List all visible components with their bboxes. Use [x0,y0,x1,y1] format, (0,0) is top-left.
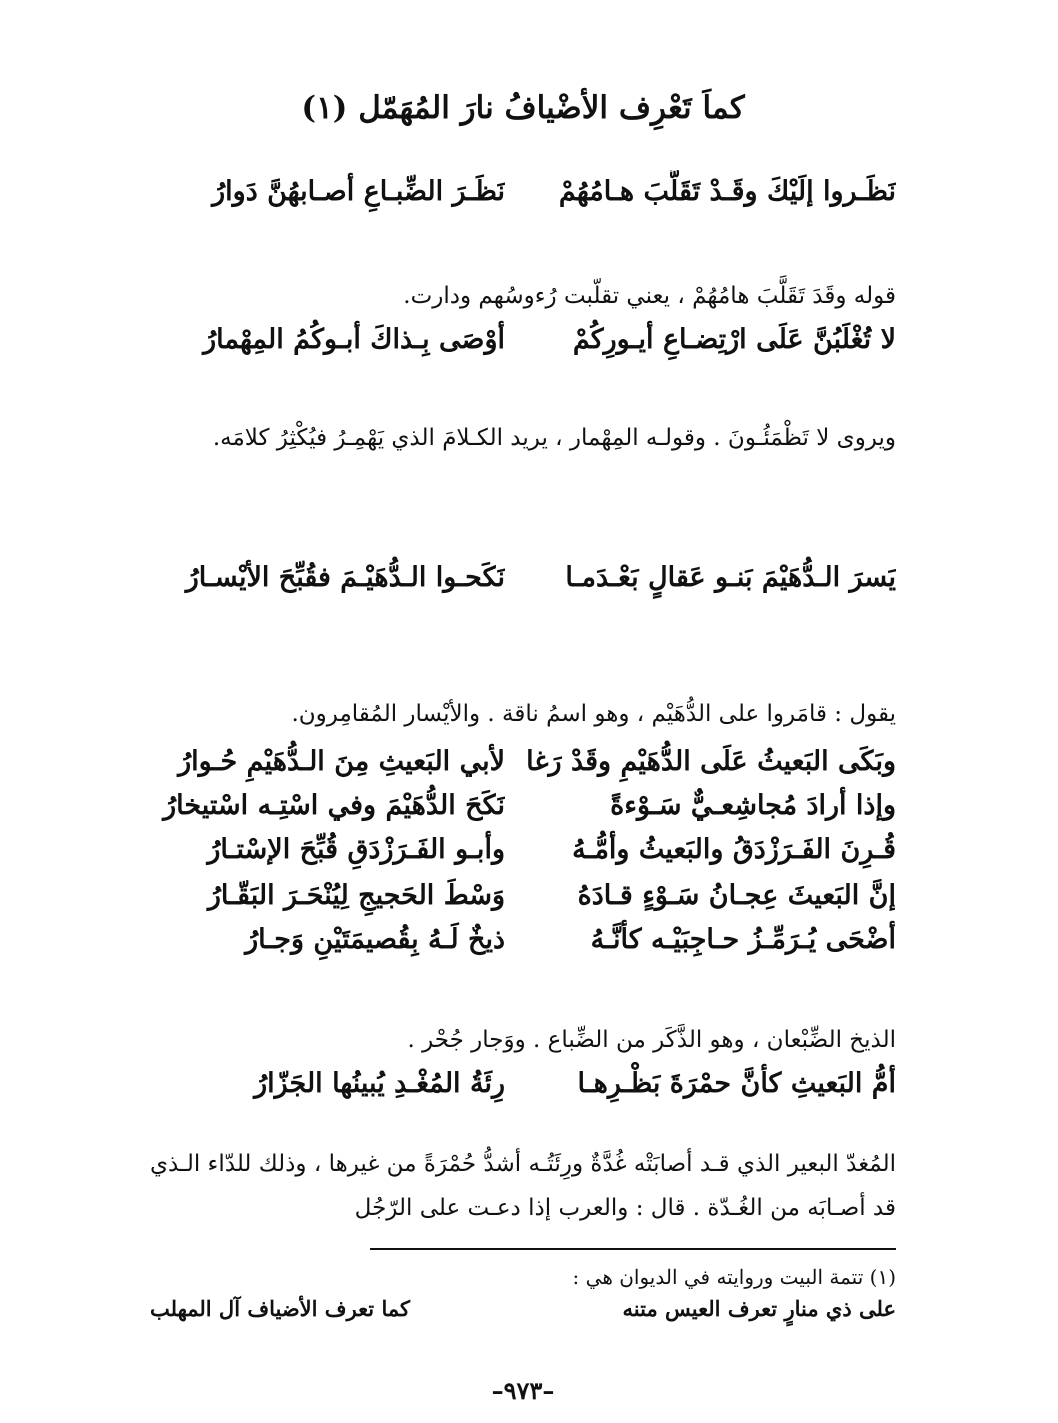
footnote-first-hemistich: على ذي منارٍ تعرف العيس متنه [622,1296,896,1321]
verse-second-hemistich: ذيخٌ لَـهُ بِقُصيمَتَيْنِ وَجـارُ [245,924,505,955]
page-number: –٩٧٣– [491,1376,555,1405]
verse-line [150,874,896,918]
verse-line [150,556,896,600]
verse-second-hemistich: وأبـو الفَـرَزْدَقِ قُبِّحَ الإسْتـارُ [207,834,505,865]
commentary-paragraph: المُغدّ البعير الذي قـد أصابَتْه غُدَّةٌ ورِئَتُـه أشدُّ حُمْرَةً من غيرها ، وذلك للدّاء الـذي قد أصـابَه من الغُـدّة . قال : والعرب إذا دعـت على الرّجُل [150,1151,896,1221]
verse-first-hemistich: يَسرَ الـدُّهَيْمَ بَنـو عَقالٍ بَعْـدَمـا [565,562,896,593]
verse-second-hemistich: نَكَحَ الدُّهَيْمَ وفي اسْتِـه اسْتيخارُ [163,790,505,821]
verse-second-hemistich: رِئَةُ المُغْـدِ يُبينُها الجَزّارُ [254,1068,505,1099]
footnote-verse [150,1292,896,1326]
verse-line [150,918,896,962]
verse-second-hemistich: لأبي البَعيثِ مِنَ الـدُّهَيْمِ حُـوارُ [178,746,505,777]
verse-line [150,318,896,362]
commentary-paragraph: يقول : قامَروا على الدُّهَيْم ، وهو اسمُ ناقة . والأيْسار المُقامِرون. [291,701,896,727]
verse-first-hemistich: وإذا أرادَ مُجاشِعـيٌّ سَـوْءةً [610,790,896,821]
verse-second-hemistich: وَسْطَ الحَجيجِ لِيُنْحَـرَ البَقّـارُ [207,880,505,911]
verse-second-hemistich: أوْصَى بِـذاكَ أبـوكُمُ المِهْمارُ [203,324,505,355]
verse-first-hemistich: أمُّ البَعيثِ كأنَّ حمْرَةَ بَظْـرِهـا [577,1068,896,1099]
verse-line [150,170,896,214]
document-page [150,0,896,1423]
verse-second-hemistich: نَكَحـوا الـدُّهَيْـمَ فقُبِّحَ الأيْسـارُ [185,562,505,593]
verse-first-hemistich: إنَّ البَعيثَ عِجـانُ سَـوْءٍ قـادَهُ [577,880,896,911]
verse-first-hemistich: أضْحَى يُـرَمِّـزُ حـاجِبَيْـه كأنَّـهُ [590,924,896,955]
verse-first-hemistich: قُـرِنَ الفَـرَزْدَقُ والبَعيثُ وأمُّـهُ [572,834,896,865]
commentary-paragraph: الذيخ الضِّبْعان ، وهو الذَّكَر من الضِّباع . ووَجار جُحْر . [407,1027,896,1053]
verse-line [150,740,896,784]
verse-second-hemistich: نَظَـرَ الضِّبـاعِ أصـابهُنَّ دَوارُ [212,176,505,207]
verse-first-hemistich: نَظَـروا إلَيْكَ وقَـدْ تَقَلَّبَ هـامُهُمْ [558,176,896,207]
verse-first-hemistich: لا تُغْلَبُنَّ عَلَى ارْتِضـاعِ أيـورِكُمْ [572,324,896,355]
commentary-paragraph: ويروى لا تَظْمَئُـونَ . وقولـه المِهْمار ، يريد الكـلامَ الذي يَهْمِـرُ فيُكْثِرُ كلامَه. [212,425,896,451]
verse-line [150,828,896,872]
verse-line [150,784,896,828]
footnote-intro: (١) تتمة البيت وروايته في الديوان هي : [572,1265,896,1289]
footnote-second-hemistich: كما تعرف الأضياف آل المهلب [150,1296,410,1321]
commentary-paragraph: قوله وقَدَ تَقَلَّبَ هامُهُمْ ، يعني تقلّبت رُءوسُهم ودارت. [403,283,896,309]
footnote-separator [370,1248,896,1250]
poem-title: كماَ تَعْرِف الأضْيافُ نارَ المُهَمّل (١) [301,90,745,126]
verse-line [150,1062,896,1106]
verse-first-hemistich: وبَكَى البَعيثُ عَلَى الدُّهَيْمِ وقَدْ رَغا [526,746,896,777]
